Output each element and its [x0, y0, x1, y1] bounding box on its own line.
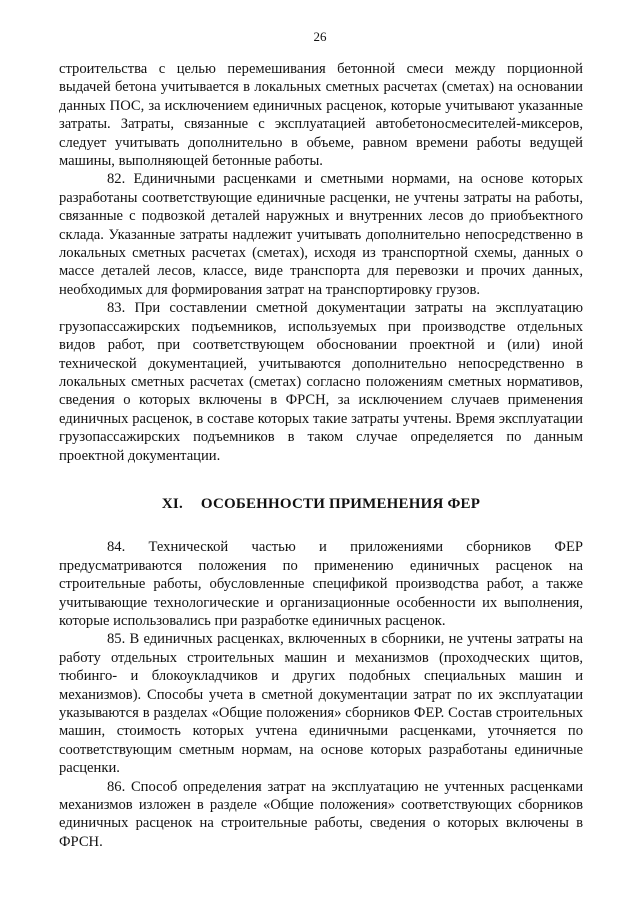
paragraph-continuation: строительства с целью перемешивания бетонной смеси между порционной выдачей бетона учитывается в локальных сметных расчетах (сметах) на основании данных ПОС, за исключением единичных расценок, которые учитывают указанные затраты. Затраты, связанные с эксплуатацией автобетоносмесителей-миксеров, следует учитывать дополнительно в объеме, равном времени работы ведущей машины, выполняющей бетонные работы. — [59, 61, 583, 170]
paragraph-85: 85. В единичных расценках, включенных в сборники, не учтены затраты на работу отдельных строительных машин и механизмов (проходческих щитов, тюбинго- и блокоукладчиков и других подобных специальных машин и механизмов). Способы учета в сметной документации затрат по их эксплуатации указываются в разделах «Общие положения» сборников ФЕР. Состав строительных машин, стоимость которых учтена единичными расценками, уточняется по соответствующим сметным нормам, на основе которых разработаны единичные расценки. — [59, 631, 583, 777]
paragraph-82: 82. Единичными расценками и сметными нормами, на основе которых разработаны соответствующие единичные расценки, не учтены затраты на работы, связанные с подвозкой деталей наружных и внутренних лесов до приобъектного склада. Указанные затраты надлежит учитывать дополнительно непосредственно в локальных сметных расчетах (сметах), исходя из транспортной схемы, данных о массе деталей лесов, классе, виде транспорта для перевозки и прочих данных, необходимых для формирования затрат на транспортировку грузов. — [59, 171, 583, 298]
paragraph-84: 84. Технической частью и приложениями сборников ФЕР предусматриваются положения по применению единичных расценок на строительные работы, обусловленные спецификой производства работ, а также учитывающие технологические и организационные особенности их выполнения, которые использовались при разработке единичных расценок. — [59, 539, 583, 629]
paragraph-83: 83. При составлении сметной документации затраты на эксплуатацию грузопассажирских подъемников, используемых при производстве отдельных видов работ, при соответствующем обосновании проектной и (или) иной технической документацией, учитываются дополнительно непосредственно в локальных сметных расчетах (сметах) согласно положениям сметных нормативов, сведения о которых включены в ФРСН, за исключением случаев применения единичных расценок, в составе которых такие затраты учтены. Время эксплуатации грузопассажирских подъемников в таком случае определяется по данным проектной документации. — [59, 300, 583, 464]
section-title: ОСОБЕННОСТИ ПРИМЕНЕНИЯ ФЕР — [200, 495, 481, 512]
paragraph-86: 86. Способ определения затрат на эксплуатацию не учтенных расценками механизмов изложен в разделе «Общие положения» соответствующих сборников единичных расценок на строительные работы, сведения о которых включены в ФРСН. — [59, 778, 583, 850]
section-number: XI. — [161, 495, 183, 512]
document-body — [59, 60, 583, 851]
section-heading — [59, 495, 583, 513]
page-number: 26 — [313, 29, 327, 44]
